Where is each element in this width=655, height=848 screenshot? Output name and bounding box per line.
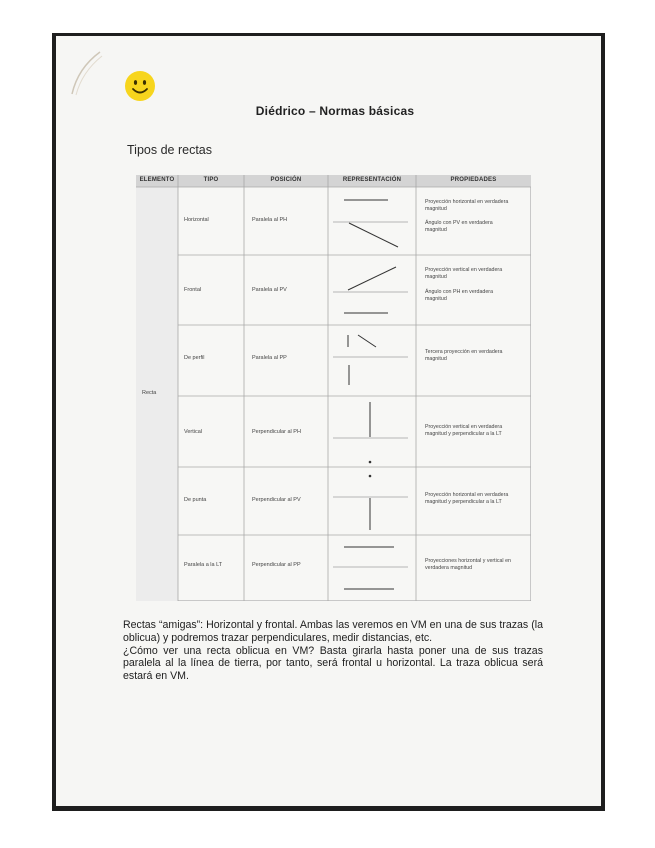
row-property: Proyección vertical en verdadera magnitud	[425, 267, 503, 280]
row-tipo: De perfil	[184, 355, 205, 361]
row-posicion: Paralela al PH	[252, 217, 288, 223]
row-posicion: Perpendicular al PP	[252, 562, 301, 568]
row-tipo: Frontal	[184, 287, 202, 293]
line-types-table	[136, 175, 531, 601]
smiley-icon	[124, 70, 156, 102]
document-title: Diédrico – Normas básicas	[255, 104, 415, 118]
row-tipo: De punta	[184, 497, 207, 503]
row-property: Tercera proyección en verdadera magnitud	[425, 349, 503, 362]
header-propiedades: PROPIEDADES	[450, 177, 497, 183]
paragraph: ¿Cómo ver una recta oblicua en VM? Basta girarla hasta poner una de sus trazas paralela al la línea de tierra, por tanto, será frontal u horizontal. La traza oblicua será estará en VM.	[123, 644, 543, 683]
row-property: Proyección horizontal en verdadera magnitud y perpendicular a la LT	[425, 492, 509, 505]
element-label: Recta	[142, 390, 157, 396]
row-tipo: Horizontal	[184, 217, 209, 223]
row-property-secondary: Ángulo con PH en verdadera magnitud	[425, 289, 494, 302]
row-posicion: Paralela al PV	[252, 287, 287, 293]
header-posicion: POSICIÓN	[270, 177, 302, 183]
corner-fold-mark	[68, 48, 108, 98]
row-tipo: Vertical	[184, 429, 203, 435]
body-text	[123, 619, 543, 683]
row-property: Proyecciones horizontal y vertical en verdadera magnitud	[425, 558, 511, 571]
header-representacion: REPRESENTACIÓN	[342, 177, 402, 183]
row-property: Proyección horizontal en verdadera magnitud	[425, 199, 509, 212]
row-posicion: Perpendicular al PH	[252, 429, 301, 435]
section-title: Tipos de rectas	[127, 143, 212, 157]
row-posicion: Perpendicular al PV	[252, 497, 301, 503]
row-posicion: Paralela al PP	[252, 355, 287, 361]
row-property: Proyección vertical en verdadera magnitud y perpendicular a la LT	[425, 424, 503, 437]
header-elemento: ELEMENTO	[139, 177, 175, 183]
row-property-secondary: Ángulo con PV en verdadera magnitud	[425, 220, 493, 233]
row-tipo: Paralela a la LT	[184, 562, 223, 568]
table-grid	[136, 175, 531, 601]
paragraph: Rectas “amigas”: Horizontal y frontal. Ambas las veremos en VM en una de sus trazas (la oblicua) y podremos trazar perpendiculares, medir distancias, etc.	[123, 619, 543, 644]
header-tipo: TIPO	[203, 177, 219, 183]
